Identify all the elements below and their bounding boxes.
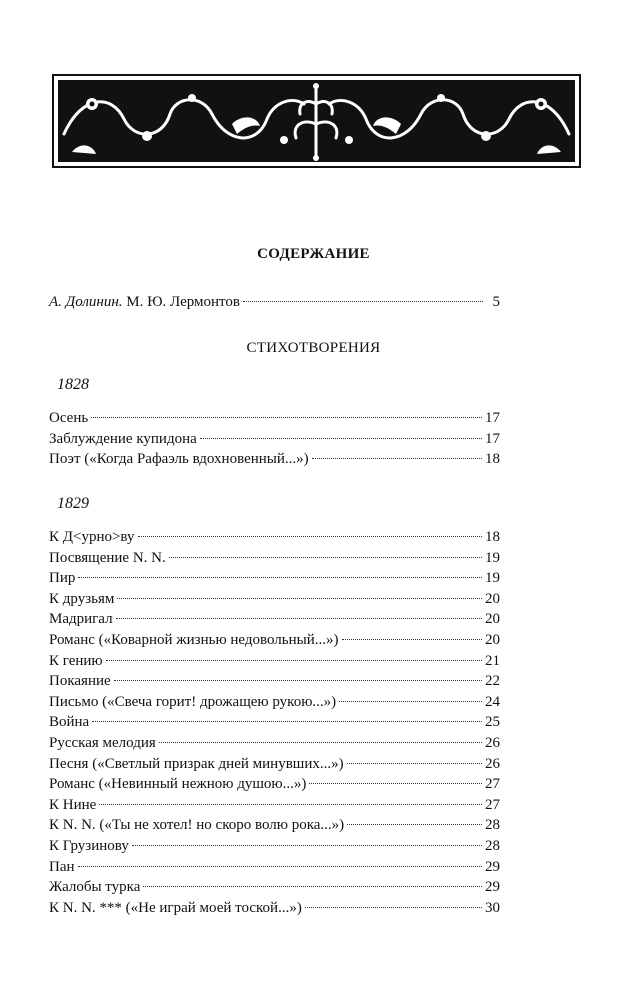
dot-leader [114,680,482,681]
entry-title: Пир [49,570,76,587]
intro-title: А. Долинин. М. Ю. Лермонтов [49,294,240,310]
page-number: 17 [485,410,500,426]
toc-entry[interactable] [49,900,500,920]
page-number: 29 [485,858,500,875]
dot-leader [347,763,482,764]
dot-leader [99,804,482,805]
toc-entry[interactable] [49,451,500,471]
toc-entry[interactable] [49,879,500,899]
dot-leader [347,824,482,825]
entry-title: Романс («Коварной жизнью недовольный...») [49,632,339,648]
entry-title: Покаяние [49,673,111,690]
page-number: 27 [485,776,500,793]
dot-leader [116,618,482,619]
entry-title: Романс («Невинный нежною душою...») [49,776,307,793]
toc-entry[interactable] [49,714,500,734]
entry-title: К N. N. *** («Не играй моей тоской...») [49,899,302,916]
page-number: 26 [485,755,500,772]
page-number: 26 [485,735,500,751]
entry-title: Пан [49,858,75,875]
entry-title: Жалобы турка [49,879,141,896]
entry-title: К друзьям [49,590,115,607]
page-number: 29 [485,879,500,896]
dot-leader [159,742,482,743]
entry-title: Осень [49,410,89,426]
intro-author: А. Долинин. [49,294,123,310]
dot-leader [106,660,482,661]
toc-entry[interactable] [49,570,500,590]
toc-entry[interactable] [49,817,500,837]
toc-entry[interactable] [49,735,500,755]
year-label: 1829 [57,495,89,512]
entry-title: Мадригал [49,611,113,628]
page-number: 17 [485,430,500,447]
page-number: 27 [485,796,500,813]
dot-leader [117,598,482,599]
section-title: СТИХОТВОРЕНИЯ [246,340,381,356]
dot-leader [342,639,482,640]
dot-leader [312,458,482,459]
page-number: 19 [485,570,500,587]
toc-entry[interactable] [49,797,500,817]
toc-entry[interactable] [49,776,500,796]
entry-title: К Нине [49,796,97,813]
dot-leader [78,866,482,867]
entry-title: Песня («Светлый призрак дней минувших...») [49,755,344,772]
intro-entry[interactable] [49,294,500,314]
toc-entry[interactable] [49,859,500,879]
page-number: 24 [485,693,500,710]
toc-entry[interactable] [49,611,500,631]
page-number: 18 [485,451,500,468]
page-number: 30 [485,899,500,916]
dot-leader [132,845,482,846]
entry-title: Письмо («Свеча горит! дрожащею рукою...») [49,693,337,710]
page-number: 28 [485,817,500,834]
page-number: 22 [485,673,500,690]
ornament-headpiece [52,74,581,168]
entry-title: Заблуждение купидона [49,430,197,447]
dot-leader [91,417,482,418]
dot-leader [305,907,482,908]
dot-leader [243,301,483,302]
toc-entry[interactable] [49,653,500,673]
entry-title: К гению [49,652,103,669]
entry-title: Поэт («Когда Рафаэль вдохновенный...») [49,451,309,468]
entry-title: К N. N. («Ты не хотел! но скоро волю рока...») [49,817,345,834]
entry-title: Посвящение N. N. [49,549,166,566]
entry-title: К Д<урно>ву [49,529,135,545]
entry-title: Война [49,714,90,731]
page-number: 21 [485,652,500,669]
toc-entry[interactable] [49,838,500,858]
dot-leader [138,536,482,537]
page-number: 20 [485,632,500,648]
toc-entry[interactable] [49,756,500,776]
page-number: 25 [485,714,500,731]
page-number: 18 [485,529,500,545]
toc-entry[interactable] [49,431,500,451]
page-number: 5 [492,294,500,310]
dot-leader [143,886,482,887]
toc-entry[interactable] [49,529,500,549]
toc-entry[interactable] [49,694,500,714]
dot-leader [339,701,482,702]
dot-leader [309,783,482,784]
toc-entry[interactable] [49,673,500,693]
page-number: 20 [485,611,500,628]
dot-leader [92,721,482,722]
toc-entry[interactable] [49,591,500,611]
dot-leader [169,557,482,558]
toc-entry[interactable] [49,550,500,570]
entry-title: К Грузинову [49,838,129,854]
year-label: 1828 [57,376,89,393]
contents-heading: СОДЕРЖАНИЕ [257,246,370,262]
page-number: 20 [485,590,500,607]
entry-title: Русская мелодия [49,735,156,751]
dot-leader [200,438,482,439]
page-number: 19 [485,549,500,566]
dot-leader [78,577,482,578]
toc-entry[interactable] [49,632,500,652]
toc-entry[interactable] [49,410,500,430]
page-number: 28 [485,838,500,854]
